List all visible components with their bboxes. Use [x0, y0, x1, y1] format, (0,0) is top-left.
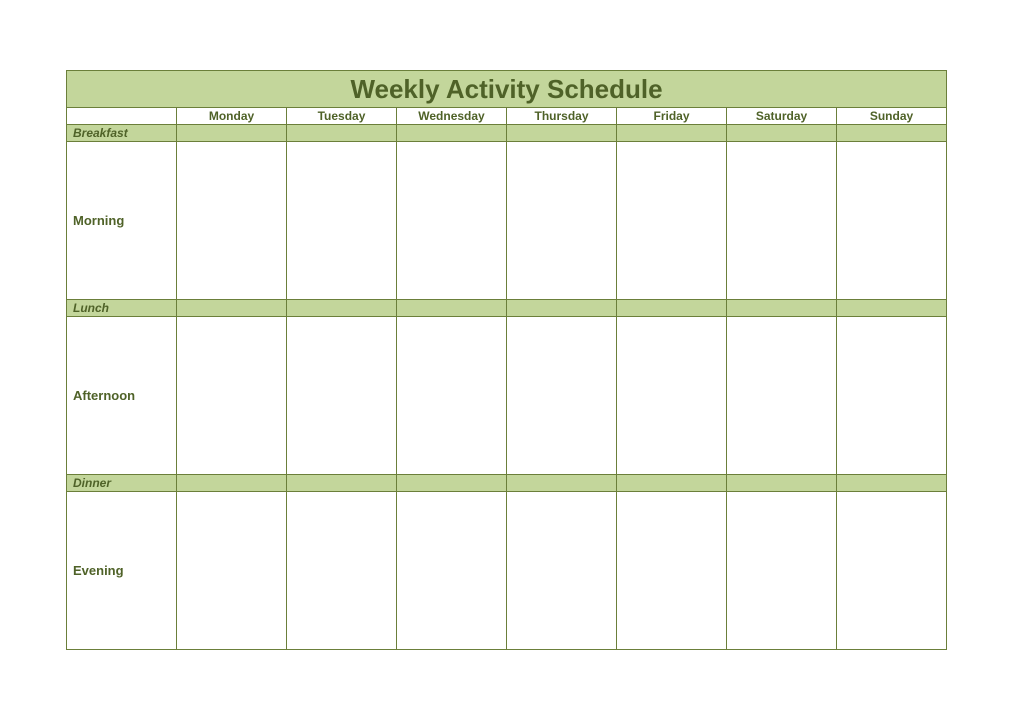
meal-cell[interactable] — [177, 475, 287, 492]
schedule-cell[interactable] — [287, 142, 397, 300]
meal-row-lunch — [67, 300, 947, 317]
meal-cell[interactable] — [507, 300, 617, 317]
meal-cell[interactable] — [397, 125, 507, 142]
day-header-wednesday: Wednesday — [397, 108, 507, 125]
meal-cell[interactable] — [507, 125, 617, 142]
meal-cell[interactable] — [837, 300, 947, 317]
schedule-cell[interactable] — [177, 492, 287, 650]
day-header-friday: Friday — [617, 108, 727, 125]
meal-cell[interactable] — [837, 475, 947, 492]
schedule-cell[interactable] — [287, 317, 397, 475]
period-label-morning: Morning — [67, 142, 177, 300]
day-header-saturday: Saturday — [727, 108, 837, 125]
meal-cell[interactable] — [397, 300, 507, 317]
day-header-tuesday: Tuesday — [287, 108, 397, 125]
day-header-row — [67, 108, 947, 125]
meal-cell[interactable] — [727, 475, 837, 492]
schedule-cell[interactable] — [727, 142, 837, 300]
schedule-cell[interactable] — [617, 317, 727, 475]
meal-cell[interactable] — [727, 125, 837, 142]
meal-label-lunch: Lunch — [67, 300, 177, 317]
meal-cell[interactable] — [727, 300, 837, 317]
meal-cell[interactable] — [837, 125, 947, 142]
schedule-cell[interactable] — [837, 492, 947, 650]
meal-cell[interactable] — [287, 475, 397, 492]
meal-cell[interactable] — [397, 475, 507, 492]
meal-cell[interactable] — [287, 300, 397, 317]
meal-cell[interactable] — [287, 125, 397, 142]
meal-cell[interactable] — [617, 125, 727, 142]
schedule-cell[interactable] — [507, 492, 617, 650]
period-row-evening — [67, 492, 947, 650]
schedule-cell[interactable] — [177, 317, 287, 475]
schedule-cell[interactable] — [727, 492, 837, 650]
period-label-evening: Evening — [67, 492, 177, 650]
period-row-afternoon — [67, 317, 947, 475]
schedule-cell[interactable] — [617, 492, 727, 650]
schedule-cell[interactable] — [507, 317, 617, 475]
schedule-cell[interactable] — [837, 142, 947, 300]
day-header-sunday: Sunday — [837, 108, 947, 125]
meal-cell[interactable] — [507, 475, 617, 492]
meal-cell[interactable] — [617, 300, 727, 317]
corner-cell — [67, 108, 177, 125]
weekly-schedule-table — [66, 70, 947, 650]
period-label-afternoon: Afternoon — [67, 317, 177, 475]
schedule-cell[interactable] — [727, 317, 837, 475]
meal-cell[interactable] — [617, 475, 727, 492]
day-header-monday: Monday — [177, 108, 287, 125]
day-header-thursday: Thursday — [507, 108, 617, 125]
period-row-morning — [67, 142, 947, 300]
meal-cell[interactable] — [177, 300, 287, 317]
meal-row-dinner — [67, 475, 947, 492]
schedule-cell[interactable] — [397, 142, 507, 300]
schedule-title: Weekly Activity Schedule — [67, 71, 947, 108]
schedule-cell[interactable] — [287, 492, 397, 650]
title-row — [67, 71, 947, 108]
meal-cell[interactable] — [177, 125, 287, 142]
schedule-cell[interactable] — [837, 317, 947, 475]
schedule-cell[interactable] — [617, 142, 727, 300]
schedule-cell[interactable] — [177, 142, 287, 300]
meal-row-breakfast — [67, 125, 947, 142]
schedule-cell[interactable] — [397, 492, 507, 650]
meal-label-dinner: Dinner — [67, 475, 177, 492]
schedule-cell[interactable] — [397, 317, 507, 475]
meal-label-breakfast: Breakfast — [67, 125, 177, 142]
schedule-cell[interactable] — [507, 142, 617, 300]
